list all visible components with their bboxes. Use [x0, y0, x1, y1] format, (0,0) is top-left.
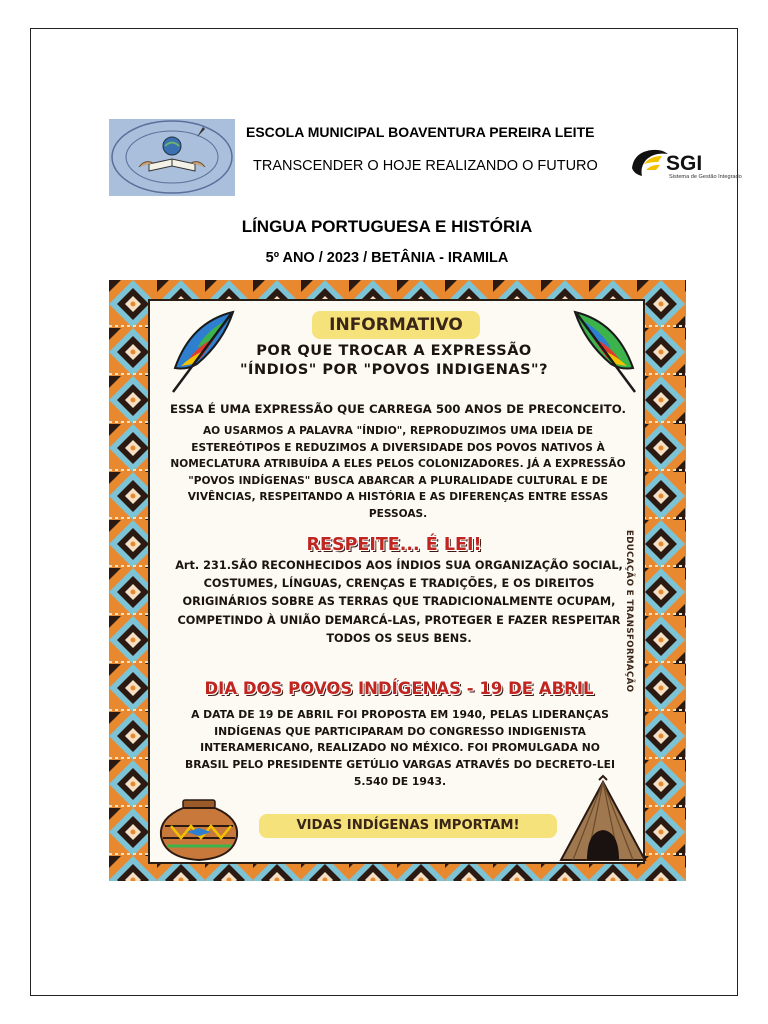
informativo-badge: INFORMATIVO [312, 311, 480, 339]
poster-paragraph-2: Art. 231.SÃO RECONHECIDOS AOS ÍNDIOS SUA ORGANIZAÇÃO SOCIAL, COSTUMES, LÍNGUAS, CRENÇAS E TRADIÇÕES, E OS DIREITOS ORIGINÁRIOS SOBRE AS TERRAS QUE TRADICIONALMENTE OCUPAM, COMPETINDO À UNIÃO DEMARCÁ-LAS, PROTEGER E FAZER RESPEITAR TODOS OS SEUS BENS. [175, 559, 623, 645]
sgi-logo-name: SGI [666, 152, 703, 175]
poster-paragraph-3: A DATA DE 19 DE ABRIL FOI PROPOSTA EM 1940, PELAS LIDERANÇAS INDÍGENAS QUE PARTICIPARAM DO CONGRESSO INDIGENISTA INTERAMERICANO, REALIZADO NO MÉXICO. FOI PROMULGADA NO BRASIL PELO PRESIDENTE GETÚLIO VARGAS ATRAVÉS DO DECRETO-LEI 5.540 DE 1943. [184, 708, 615, 788]
poster-question: POR QUE TROCAR A EXPRESSÃO "ÍNDIOS" POR "POVOS INDIGENAS"? [240, 343, 548, 378]
informative-poster [109, 280, 686, 881]
poster-lead: ESSA É UMA EXPRESSÃO QUE CARREGA 500 ANOS DE PRECONCEITO. [170, 402, 626, 416]
sgi-logo-tagline: Sistema de Gestão Integrado [669, 174, 742, 180]
sgi-logo [628, 140, 742, 192]
class-info: 5º ANO / 2023 / BETÂNIA - IRAMILA [265, 250, 509, 266]
feather-right-icon [569, 308, 641, 398]
school-motto: TRANSCENDER O HOJE REALIZANDO O FUTURO [253, 158, 598, 174]
subject-title: LÍNGUA PORTUGUESA E HISTÓRIA [241, 217, 533, 236]
poster-paragraph-1: AO USARMOS A PALAVRA "ÍNDIO", REPRODUZIMOS UMA IDEIA DE ESTEREÓTIPOS E REDUZIMOS A DIVERSIDADE DOS POVOS NATIVOS À NOMECLATURA ATRIBUÍDA A ELES PELOS COLONIZADORES. JÁ A EXPRESSÃO "POVOS INDÍGENAS" BUSCA ABARCAR A PLURALIDADE CULTURAL E DE VIVÊNCIAS, RESPEITANDO A HISTÓRIA E AS DIFERENÇAS ENTRE ESSAS PESSOAS. [170, 425, 626, 520]
side-vertical-text: EDUCAÇÃO E TRANSFORMAÇÃO [624, 530, 634, 693]
clay-pot-icon [157, 798, 241, 862]
vidas-indigenas-badge: VIDAS INDÍGENAS IMPORTAM! [259, 814, 557, 838]
hut-icon [557, 778, 649, 864]
day-heading: DIA DOS POVOS INDÍGENAS - 19 DE ABRIL [204, 679, 594, 698]
school-name: ESCOLA MUNICIPAL BOAVENTURA PEREIRA LEITE [246, 124, 595, 140]
law-heading: RESPEITE... É LEI! [306, 535, 482, 555]
school-logo [109, 119, 235, 196]
